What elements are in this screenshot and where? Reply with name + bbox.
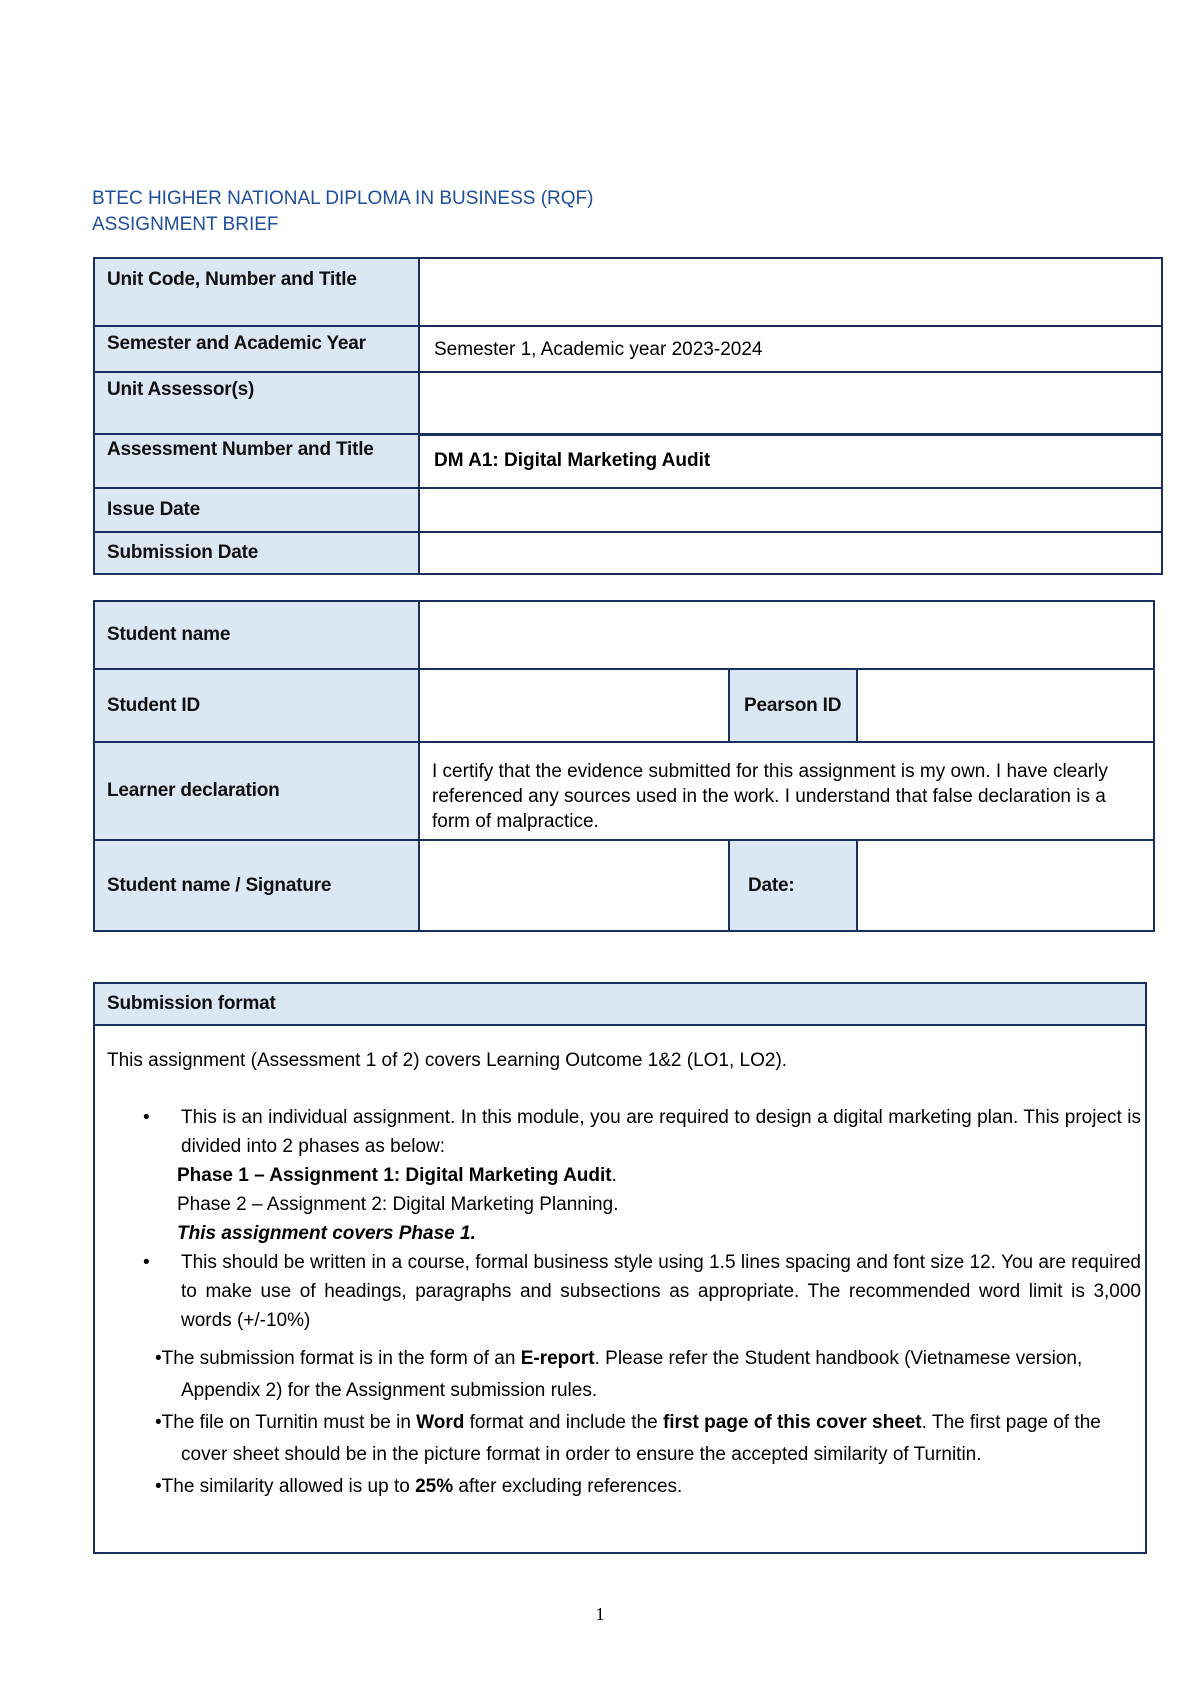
- student-name-field[interactable]: [419, 601, 1154, 669]
- issue-date-value[interactable]: [419, 488, 1162, 532]
- bullet-e-report: •The submission format is in the form of an E-report. Please refer the Student handbook (Vietnamese version, Appendix 2) for the Assignment submission rules.: [155, 1348, 1083, 1401]
- phase-1-line: Phase 1 – Assignment 1: Digital Marketing Audit.: [177, 1165, 617, 1186]
- unit-code-value[interactable]: [419, 258, 1162, 326]
- bullet-icon: •: [155, 1348, 162, 1369]
- bullet-writing-style: • This should be written in a course, formal business style using 1.5 lines spacing and font size 12. You are required to make use of headings, paragraphs and subsections as appropriate. The recommended word limit is 3,000 words (+/-10%): [107, 1248, 1141, 1335]
- header-title: BTEC HIGHER NATIONAL DIPLOMA IN BUSINESS (RQF): [92, 188, 594, 209]
- submission-intro: This assignment (Assessment 1 of 2) covers Learning Outcome 1&2 (LO1, LO2).: [107, 1050, 788, 1071]
- pearson-id-label: Pearson ID: [729, 669, 857, 742]
- signature-label: Student name / Signature: [94, 840, 419, 931]
- issue-date-label: Issue Date: [94, 488, 419, 532]
- submission-format-table: [93, 982, 1147, 1554]
- phase-2-line: Phase 2 – Assignment 2: Digital Marketing Planning.: [177, 1194, 619, 1215]
- page-number: 1: [595, 1604, 605, 1624]
- submission-date-label: Submission Date: [94, 532, 419, 574]
- semester-value: Semester 1, Academic year 2023-2024: [419, 326, 1162, 372]
- submission-format-title: Submission format: [94, 983, 1146, 1025]
- assessor-label: Unit Assessor(s): [94, 372, 419, 434]
- bullet-icon: •: [143, 1107, 150, 1128]
- student-details-table: [93, 600, 1155, 932]
- assessment-value: DM A1: Digital Marketing Audit: [419, 434, 1162, 488]
- learner-declaration-text: I certify that the evidence submitted for this assignment is my own. I have clearly referenced any sources used in the work. I understand that false declaration is a form of malpractice.: [419, 742, 1154, 840]
- bullet-icon: •: [155, 1412, 162, 1433]
- assessor-value[interactable]: [419, 372, 1162, 434]
- learner-declaration-label: Learner declaration: [94, 742, 419, 840]
- phase-note: This assignment covers Phase 1.: [177, 1223, 476, 1244]
- submission-date-value[interactable]: [419, 532, 1162, 574]
- date-field[interactable]: [857, 840, 1154, 931]
- date-label: Date:: [729, 840, 857, 931]
- header-subtitle: ASSIGNMENT BRIEF: [92, 214, 279, 235]
- semester-label: Semester and Academic Year: [94, 326, 419, 372]
- signature-field[interactable]: [419, 840, 729, 931]
- bullet-turnitin: •The file on Turnitin must be in Word format and include the first page of this cover sheet. The first page of the cover sheet should be in the picture format in order to ensure the accepted similarity of Turnitin.: [155, 1412, 1101, 1465]
- assignment-brief-table: [93, 257, 1163, 575]
- student-name-label: Student name: [94, 601, 419, 669]
- bullet-icon: •: [143, 1252, 150, 1273]
- student-id-field[interactable]: [419, 669, 729, 742]
- assessment-label: Assessment Number and Title: [94, 434, 419, 488]
- submission-format-body: [94, 1025, 1146, 1553]
- bullet-icon: •: [155, 1476, 162, 1497]
- bullet-similarity: •The similarity allowed is up to 25% after excluding references.: [155, 1476, 683, 1497]
- student-id-label: Student ID: [94, 669, 419, 742]
- unit-code-label: Unit Code, Number and Title: [94, 258, 419, 326]
- bullet-individual-assignment: • This is an individual assignment. In this module, you are required to design a digital marketing plan. This project is divided into 2 phases as below:: [107, 1103, 1141, 1161]
- pearson-id-field[interactable]: [857, 669, 1154, 742]
- document-header: [92, 186, 593, 238]
